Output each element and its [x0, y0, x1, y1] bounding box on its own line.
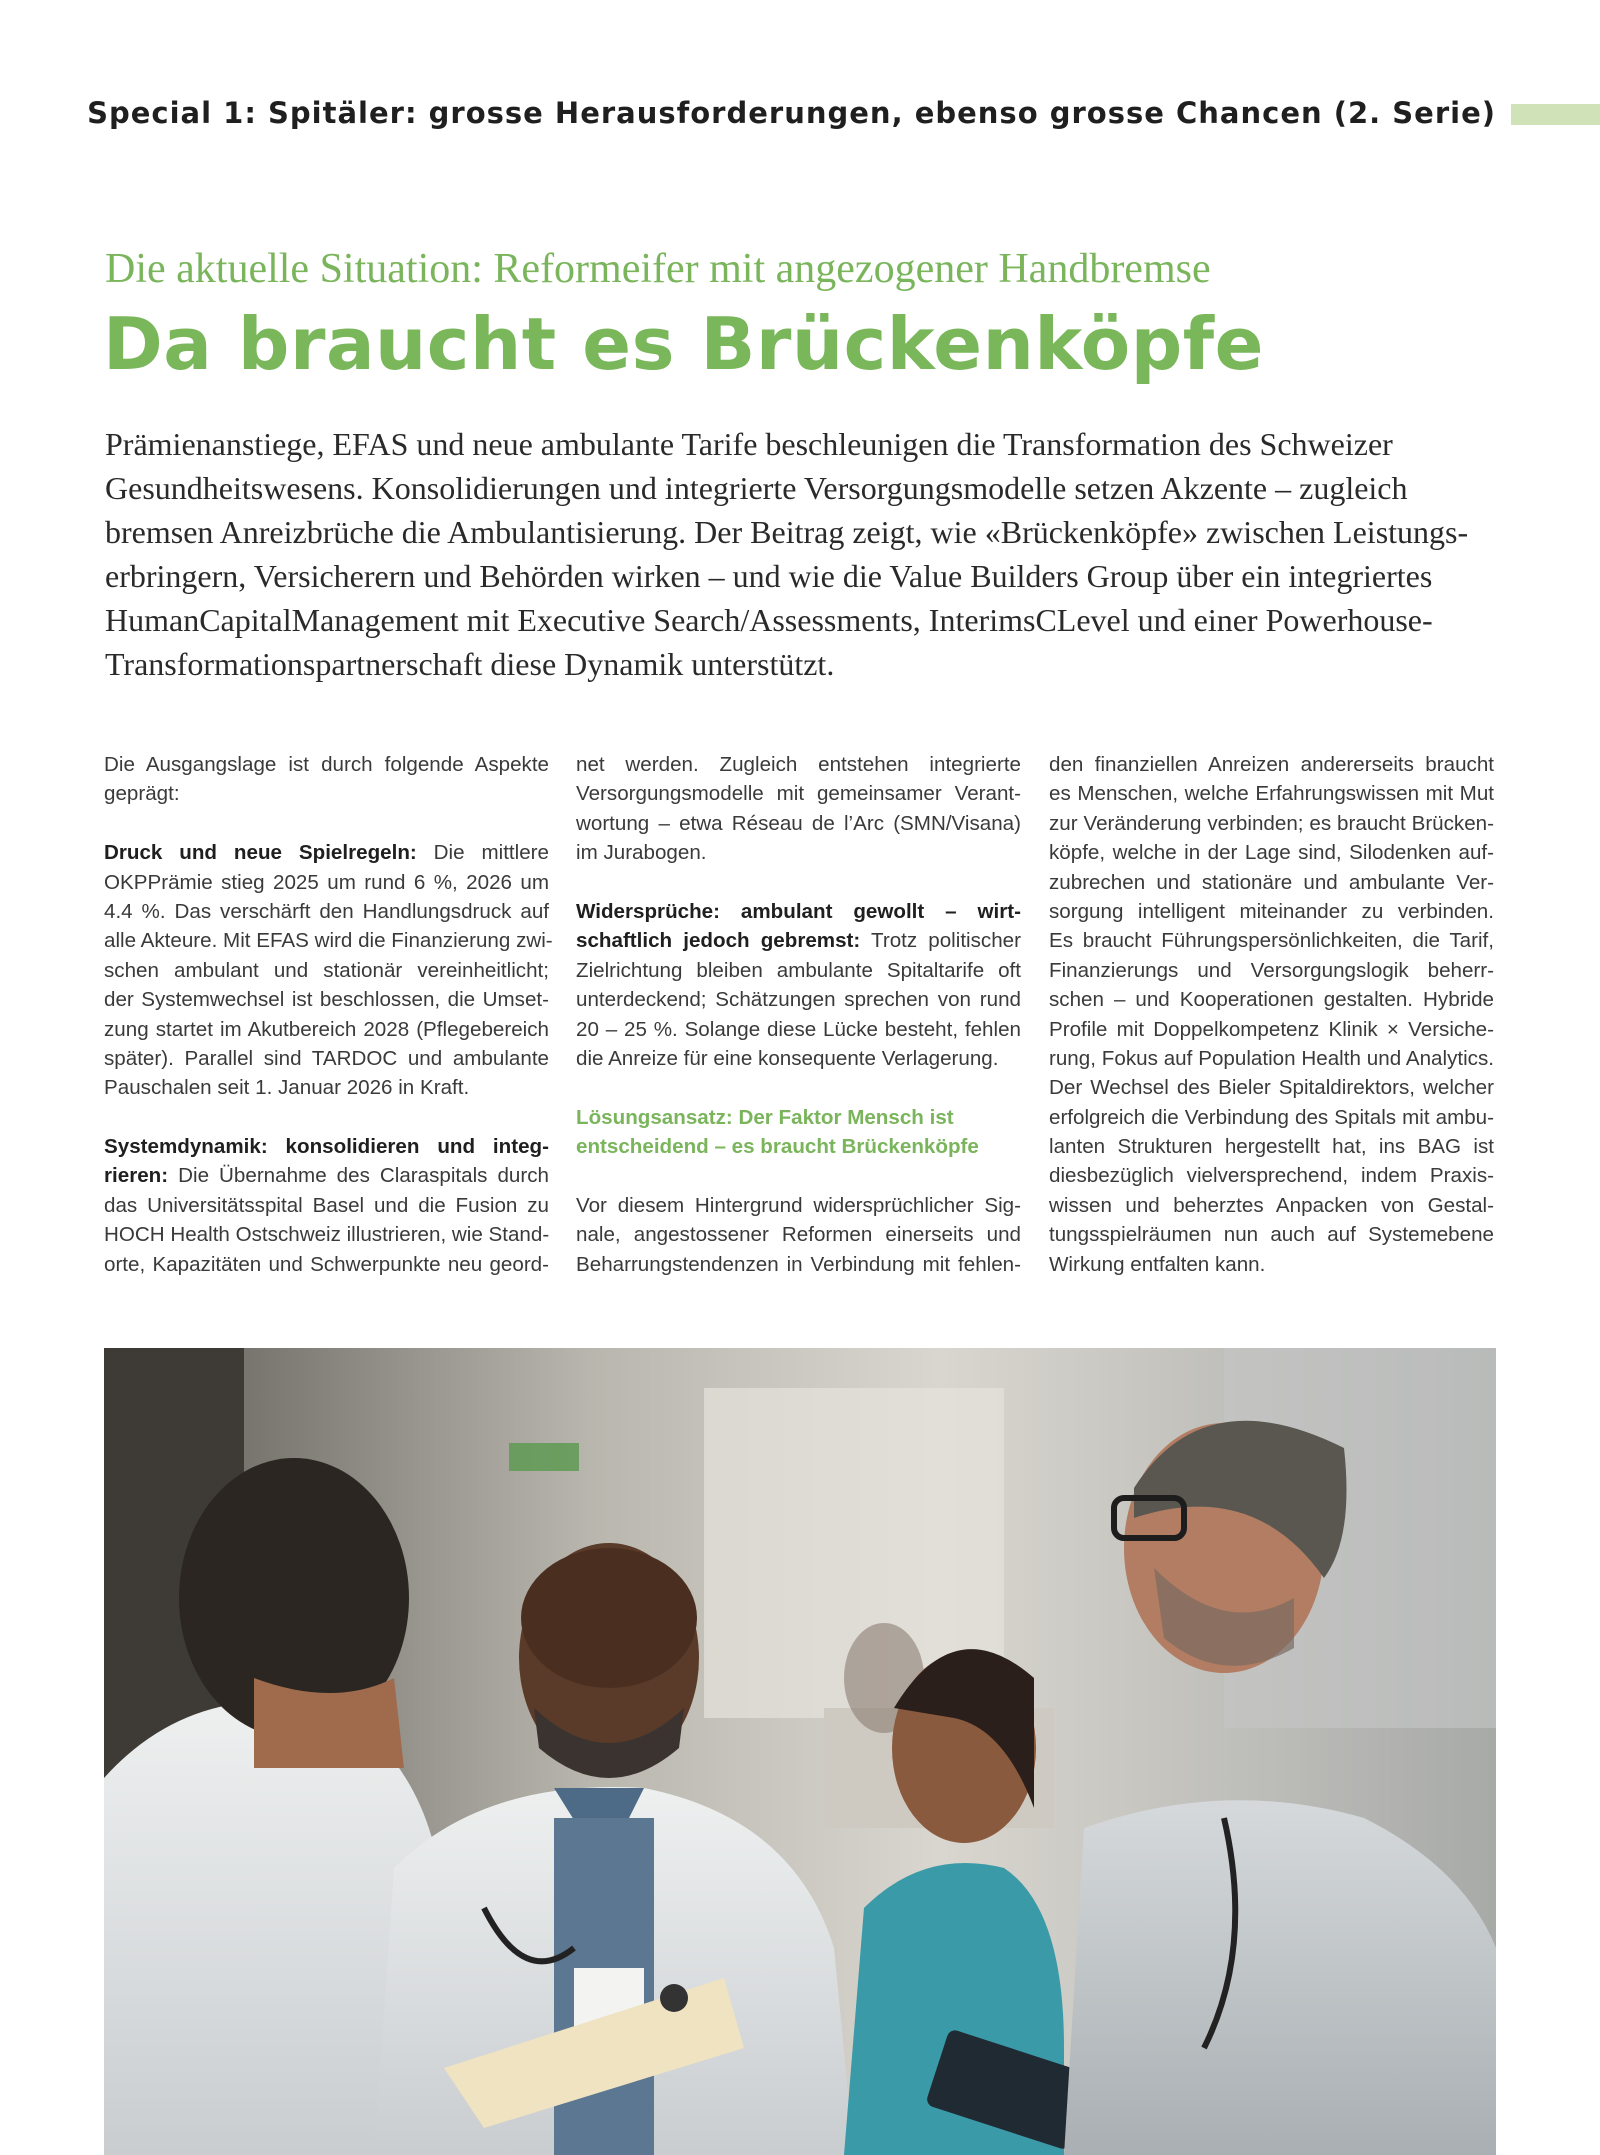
text-line: rung, Fokus auf Population Health und Analytics. — [1049, 1046, 1494, 1070]
body-column-1 — [104, 750, 553, 1279]
text-line: Versorgungsmodelle mit gemeinsamer Verant- — [576, 782, 1021, 806]
series-title: Special 1: Spitäler: grosse Herausforderungen, ebenso grosse Chancen (2. Serie) — [87, 96, 1496, 130]
body-column-3 — [1049, 750, 1494, 1279]
text-line — [104, 1132, 549, 1161]
text-line: später). Parallel sind TARDOC und ambulante — [104, 1046, 549, 1070]
text-line: Es braucht Führungspersönlichkeiten, die Tarif, — [1049, 929, 1494, 953]
article-photo-doctors — [104, 1348, 1496, 2155]
text-line: Wirkung entfalten kann. — [1049, 1252, 1266, 1276]
text-line: Finanzierungs und Versorgungslogik beherr- — [1049, 958, 1494, 982]
text-line: wissen und beherztes Anpacken von Gestal- — [1049, 1193, 1494, 1217]
text-line: schen ambulant und stationär vereinheitlicht; — [104, 958, 549, 982]
section-heading-systemdynamik: Systemdynamik: konsolidieren und integ- — [104, 1135, 549, 1159]
text-line: den finanziellen Anreizen andererseits braucht — [1049, 753, 1494, 776]
body-column-2 — [576, 750, 1021, 1279]
text-line: nale, angestossener Reformen einerseits und — [576, 1223, 1021, 1247]
text-line: im Jurabogen. — [576, 841, 707, 865]
section-heading-loesungsansatz: Lösungsansatz: Der Faktor Mensch ist — [576, 1105, 954, 1129]
section-heading-loesungsansatz: entscheidend – es braucht Brückenköpfe — [576, 1135, 979, 1159]
text-line: der Systemwechsel ist beschlossen, die Umset- — [104, 988, 549, 1012]
text-line: 20 – 25 %. Solange diese Lücke besteht, fehlen — [576, 1017, 1021, 1041]
text-line: Druck und neue Spielregeln: Die mittlere — [104, 841, 549, 865]
lead-line: HumanCapitalManagement mit Executive Search/Assessments, InterimsCLevel und einer Powerhouse- — [105, 602, 1433, 638]
text-line: OKPPrämie stieg 2025 um rund 6 %, 2026 um — [104, 870, 549, 894]
text-line: Zielrichtung bleiben ambulante Spitaltarife oft — [576, 958, 1021, 982]
text-line: sorgung intelligent miteinander zu verbinden. — [1049, 899, 1494, 923]
text-line: rieren: Die Übernahme des Claraspitals durch — [104, 1164, 549, 1188]
text-line: schaftlich jedoch gebremst: Trotz politischer — [576, 929, 1021, 953]
text-line: zur Veränderung verbinden; es braucht Brücken- — [1049, 811, 1494, 835]
text-line: geprägt: — [104, 782, 180, 806]
text-line: Die Ausgangslage ist durch folgende Aspekte — [104, 753, 549, 776]
text-line: lanten Strukturen hergestellt hat, ins BAG ist — [1049, 1135, 1494, 1159]
text-line: Beharrungstendenzen in Verbindung mit fehlen- — [576, 1252, 1021, 1276]
lead-line: Transformationspartnerschaft diese Dynamik unterstützt. — [105, 646, 835, 682]
text-line: orte, Kapazitäten und Schwerpunkte neu geord- — [104, 1252, 549, 1276]
text-line: Der Wechsel des Bieler Spitaldirektors, welcher — [1049, 1076, 1494, 1100]
text-line: es Menschen, welche Erfahrungswissen mit Mut — [1049, 782, 1494, 806]
text-line: zung startet im Akutbereich 2028 (Pflegebereich — [104, 1017, 549, 1041]
lead-line: erbringern, Versicherern und Behörden wirken – und wie die Value Builders Group über ein integriertes — [105, 558, 1433, 594]
section-heading-druck: Druck und neue Spielregeln: — [104, 841, 417, 865]
text-line: diesbezüglich vielversprechend, indem Praxis- — [1049, 1164, 1494, 1188]
lead-line: Prämienanstiege, EFAS und neue ambulante Tarife beschleunigen die Transformation des Schweizer — [105, 426, 1393, 462]
section-heading-widersprueche: Widersprüche: ambulant gewollt – wirt- — [576, 899, 1021, 923]
text-line: HOCH Health Ostschweiz illustrieren, wie Stand- — [104, 1223, 550, 1247]
series-accent-bar — [1511, 104, 1600, 125]
lead-paragraph — [105, 422, 1495, 686]
text-line: alle Akteure. Mit EFAS wird die Finanzierung zwi- — [104, 929, 553, 953]
text-line: net werden. Zugleich entstehen integrierte — [576, 753, 1021, 776]
text-line: 4.4 %. Das verschärft den Handlungsdruck auf — [104, 899, 549, 923]
text-line: wortung – etwa Réseau de l’Arc (SMN/Visana) — [576, 811, 1021, 835]
text-line: köpfe, welche in der Lage sind, Silodenken auf- — [1049, 841, 1494, 865]
text-line: erfolgreich die Verbindung des Spitals mit ambu- — [1049, 1105, 1494, 1129]
series-header — [0, 92, 1600, 132]
lead-line: bremsen Anreizbrüche die Ambulantisierung. Der Beitrag zeigt, wie «Brückenköpfe» zwischen Leistungs- — [105, 514, 1469, 550]
headline: Da braucht es Brückenköpfe — [103, 302, 1264, 386]
text-line: zubrechen und stationäre und ambulante Ver- — [1049, 870, 1494, 894]
text-line: schen – und Kooperationen gestalten. Hybride — [1049, 988, 1494, 1012]
text-line: tungsspielräumen nun auch auf Systemebene — [1049, 1223, 1494, 1247]
text-line: das Universitätsspital Basel und die Fusion zu — [104, 1193, 549, 1217]
text-line: die Anreize für eine konsequente Verlagerung. — [576, 1046, 999, 1070]
kicker: Die aktuelle Situation: Reformeifer mit angezogener Handbremse — [105, 246, 1211, 292]
text-line: unterdeckend; Schätzungen sprechen von rund — [576, 988, 1021, 1012]
text-line: Profile mit Doppelkompetenz Klinik × Versiche- — [1049, 1017, 1494, 1041]
text-line: Vor diesem Hintergrund widersprüchlicher Sig- — [576, 1193, 1021, 1217]
text-line: Pauschalen seit 1. Januar 2026 in Kraft. — [104, 1076, 470, 1100]
lead-line: Gesundheitswesens. Konsolidierungen und integrierte Versorgungsmodelle setzen Akzente – zugleich — [105, 470, 1408, 506]
text-line — [576, 897, 1021, 926]
